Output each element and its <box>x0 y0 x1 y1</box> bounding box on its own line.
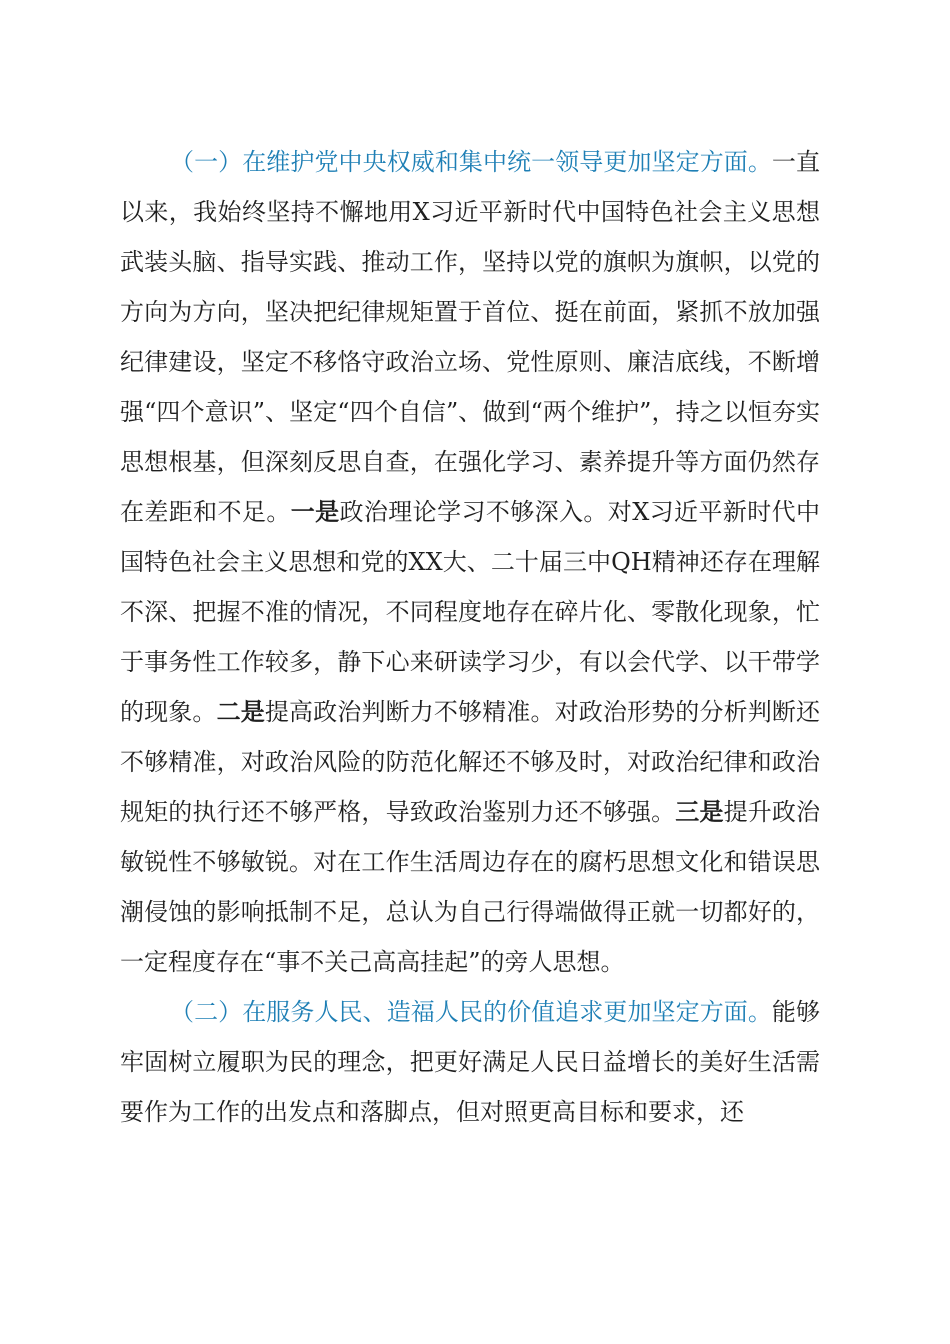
point-text-2: 提高政治判断力不够精准。对政治形势的分析判断还不够精准，对政治风险的防范化解还不够及时，对政治纪律和政治规矩的执行还不够严格，导致政治鉴别力还不够强。 <box>120 698 821 826</box>
section-heading-1: （一）在维护党中央权威和集中统一领导更加坚定方面。 <box>170 148 772 176</box>
paragraph-section-1 <box>120 137 820 987</box>
document-body <box>120 137 820 1137</box>
point-text-1: 政治理论学习不够深入。对X习近平新时代中国特色社会主义思想和党的XX大、二十届三中QH精神还存在理解不深、把握不准的情况，不同程度地存在碎片化、零散化现象，忙于事务性工作较多，静下心来研读学习少，有以会代学、以干带学的现象。 <box>120 498 821 726</box>
section-heading-2: （二）在服务人民、造福人民的价值追求更加坚定方面。 <box>170 998 772 1026</box>
paragraph-section-2 <box>120 987 820 1137</box>
section-2-intro-text: 能够牢固树立履职为民的理念，把更好满足人民日益增长的美好生活需要作为工作的出发点和落脚点，但对照更高目标和要求，还 <box>120 998 820 1126</box>
section-1-intro-text: 一直以来，我始终坚持不懈地用X习近平新时代中国特色社会主义思想武装头脑、指导实践、推动工作，坚持以党的旗帜为旗帜，以党的方向为方向，坚决把纪律规矩置于首位、挺在前面，紧抓不放加强纪律建设，坚定不移恪守政治立场、党性原则、廉洁底线，不断增强“四个意识”、坚定“四个自信”、做到“两个维护”，持之以恒夯实思想根基，但深刻反思自查，在强化学习、素养提升等方面仍然存在差距和不足。 <box>120 148 820 526</box>
point-label-2: 二是 <box>216 697 265 726</box>
point-text-3: 提升政治敏锐性不够敏锐。对在工作生活周边存在的腐朽思想文化和错误思潮侵蚀的影响抵制不足，总认为自己行得端做得正就一切都好的，一定程度存在“事不关己高高挂起”的旁人思想。 <box>120 798 821 976</box>
point-label-3: 三是 <box>675 797 724 826</box>
point-label-1: 一是 <box>290 497 340 526</box>
